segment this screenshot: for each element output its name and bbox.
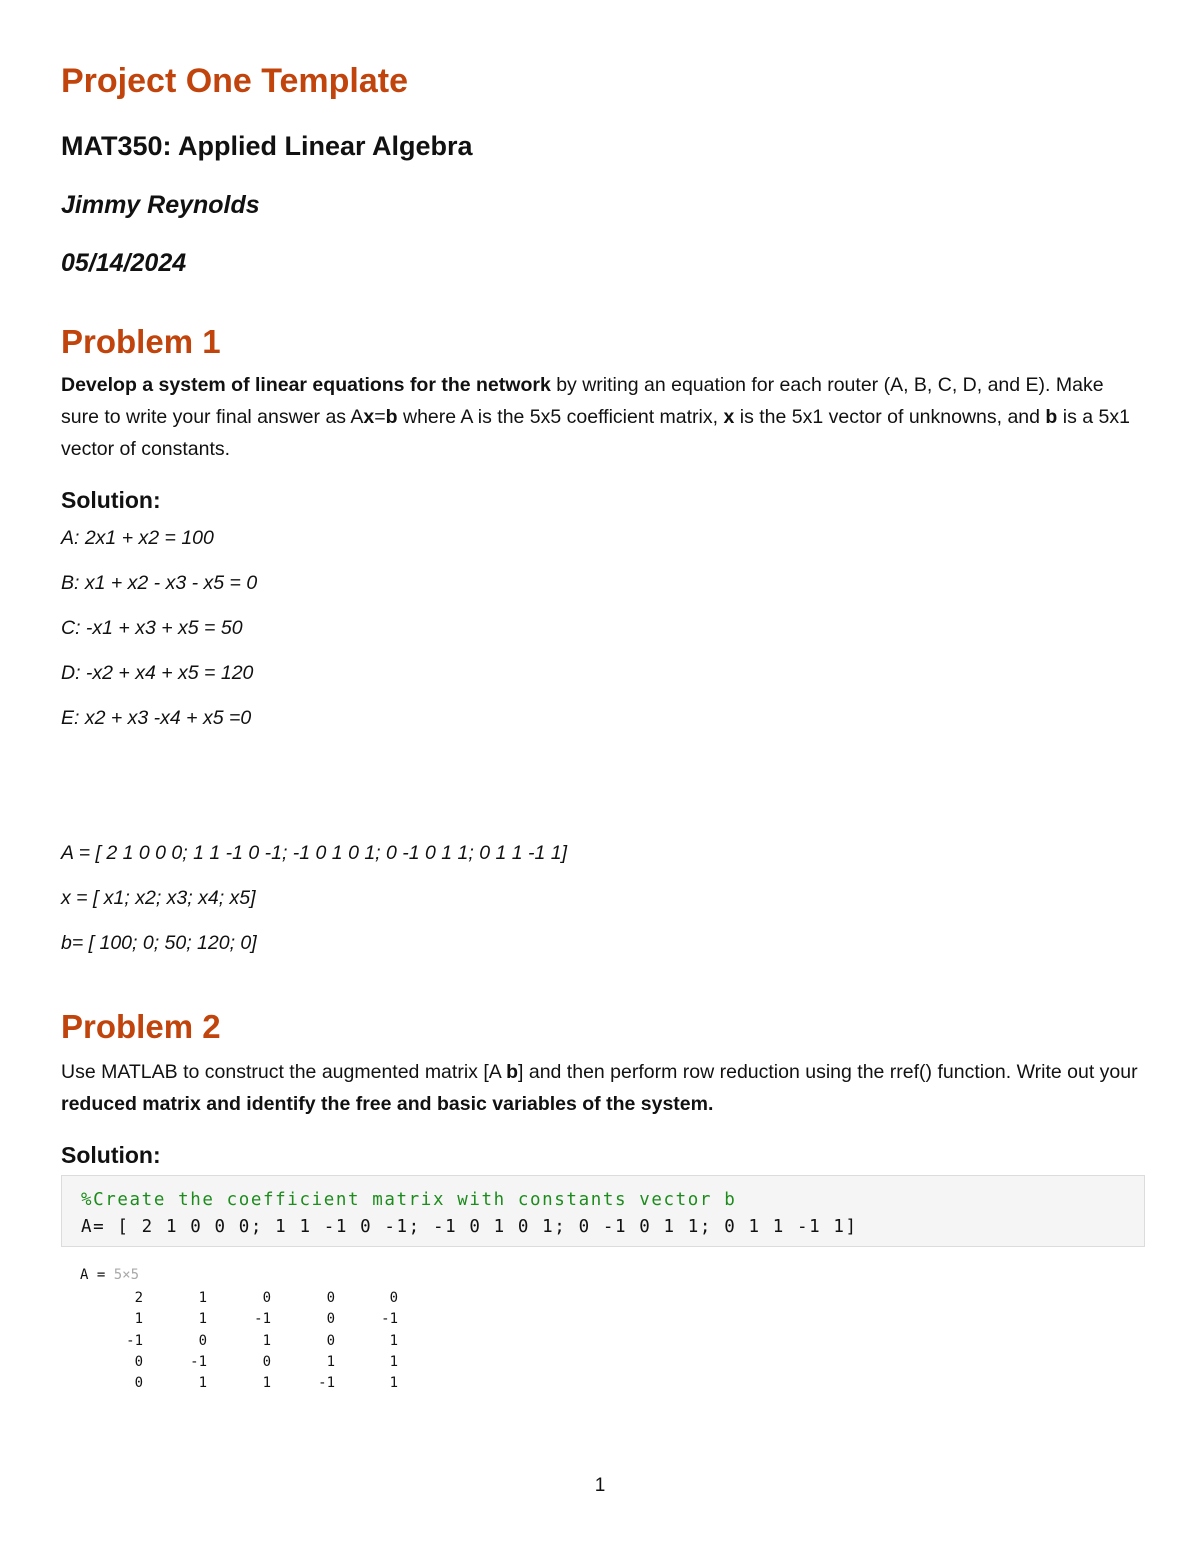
prompt-bold: b <box>1045 406 1058 428</box>
equation-router-b: B: x1 + x2 - x3 - x5 = 0 <box>61 572 258 594</box>
code-block <box>61 1175 1145 1247</box>
matrix-cell: 1 <box>198 1290 207 1306</box>
prompt-text: where A is the 5x5 coefficient matrix, <box>397 406 724 428</box>
matrix-cell: -1 <box>381 1311 398 1328</box>
equation-router-d: D: -x2 + x4 + x5 = 120 <box>61 662 254 684</box>
matrix-cell: 0 <box>134 1375 143 1392</box>
matrix-cell: 0 <box>262 1353 271 1370</box>
problem-1-solution-label: Solution: <box>61 487 161 513</box>
problem-2-prompt <box>61 1056 1141 1120</box>
output-variable-label <box>80 1267 139 1283</box>
code-statement: A= [ 2 1 0 0 0; 1 1 -1 0 -1; -1 0 1 0 1; 0 -1 0 1 1; 0 1 1 -1 1] <box>81 1217 858 1237</box>
problem-2-solution-label: Solution: <box>61 1142 161 1168</box>
document-date: 05/14/2024 <box>61 249 187 277</box>
prompt-bold: x <box>363 406 375 428</box>
matrix-cell: 1 <box>389 1332 398 1349</box>
prompt-text: Use MATLAB to construct the augmented matrix [A <box>61 1061 507 1083</box>
matrix-cell: 1 <box>389 1375 398 1392</box>
prompt-text: = <box>374 406 386 428</box>
prompt-bold: b <box>385 406 398 428</box>
output-variable: A = <box>80 1267 106 1283</box>
matrix-cell: 0 <box>326 1290 335 1306</box>
matrix-cell: 0 <box>262 1290 271 1306</box>
matrix-cell: -1 <box>254 1311 271 1328</box>
matrix-cell: 0 <box>198 1332 207 1349</box>
matrix-cell: 1 <box>262 1375 271 1392</box>
matrix-cell: 1 <box>389 1353 398 1370</box>
matrix-a-definition: A = [ 2 1 0 0 0; 1 1 -1 0 -1; -1 0 1 0 1; 0 -1 0 1 1; 0 1 1 -1 1] <box>61 842 568 864</box>
prompt-bold: b <box>506 1061 519 1083</box>
prompt-text: is the 5x1 vector of unknowns, and <box>734 406 1046 428</box>
prompt-text: by writing an equation for each router (A, B, C, D, and E). Make sure to write your final answer as A <box>61 374 1104 428</box>
document-title: Project One Template <box>61 62 409 100</box>
prompt-bold: reduced matrix and identify the free and basic variables of the system. <box>61 1093 714 1115</box>
matrix-cell: 0 <box>326 1311 335 1328</box>
matrix-cell: -1 <box>190 1353 207 1370</box>
code-comment: %Create the coefficient matrix with constants vector b <box>81 1190 737 1210</box>
matrix-cell: -1 <box>318 1375 335 1392</box>
matrix-cell: 1 <box>198 1311 207 1328</box>
matrix-cell: 2 <box>134 1290 143 1306</box>
matrix-cell: 1 <box>262 1332 271 1349</box>
prompt-bold: Develop a system of linear equations for the network <box>61 374 551 396</box>
matrix-cell: -1 <box>126 1332 143 1349</box>
matrix-cell: 1 <box>326 1353 335 1370</box>
page-number: 1 <box>594 1475 606 1496</box>
problem-1-prompt <box>61 369 1141 465</box>
vector-b-definition: b= [ 100; 0; 50; 120; 0] <box>61 932 257 954</box>
problem-1-heading: Problem 1 <box>61 323 221 360</box>
output-size: 5×5 <box>113 1267 140 1283</box>
equation-router-a: A: 2x1 + x2 = 100 <box>61 527 214 549</box>
author-name: Jimmy Reynolds <box>61 191 260 219</box>
matrix-cell: 1 <box>198 1375 207 1392</box>
prompt-text: ] and then perform row reduction using the rref() function. Write out your <box>518 1061 1138 1083</box>
vector-x-definition: x = [ x1; x2; x3; x4; x5] <box>61 887 256 909</box>
matrix-cell: 0 <box>326 1332 335 1349</box>
prompt-text: is a 5x1 vector of constants. <box>61 406 1130 460</box>
matrix-cell: 0 <box>134 1353 143 1370</box>
course-name: MAT350: Applied Linear Algebra <box>61 131 473 161</box>
equation-router-c: C: -x1 + x3 + x5 = 50 <box>61 617 243 639</box>
matrix-cell: 1 <box>134 1311 143 1328</box>
prompt-bold: x <box>723 406 735 428</box>
equation-router-e: E: x2 + x3 -x4 + x5 =0 <box>61 707 252 729</box>
matrix-cell: 0 <box>389 1290 398 1306</box>
problem-2-heading: Problem 2 <box>61 1008 221 1045</box>
